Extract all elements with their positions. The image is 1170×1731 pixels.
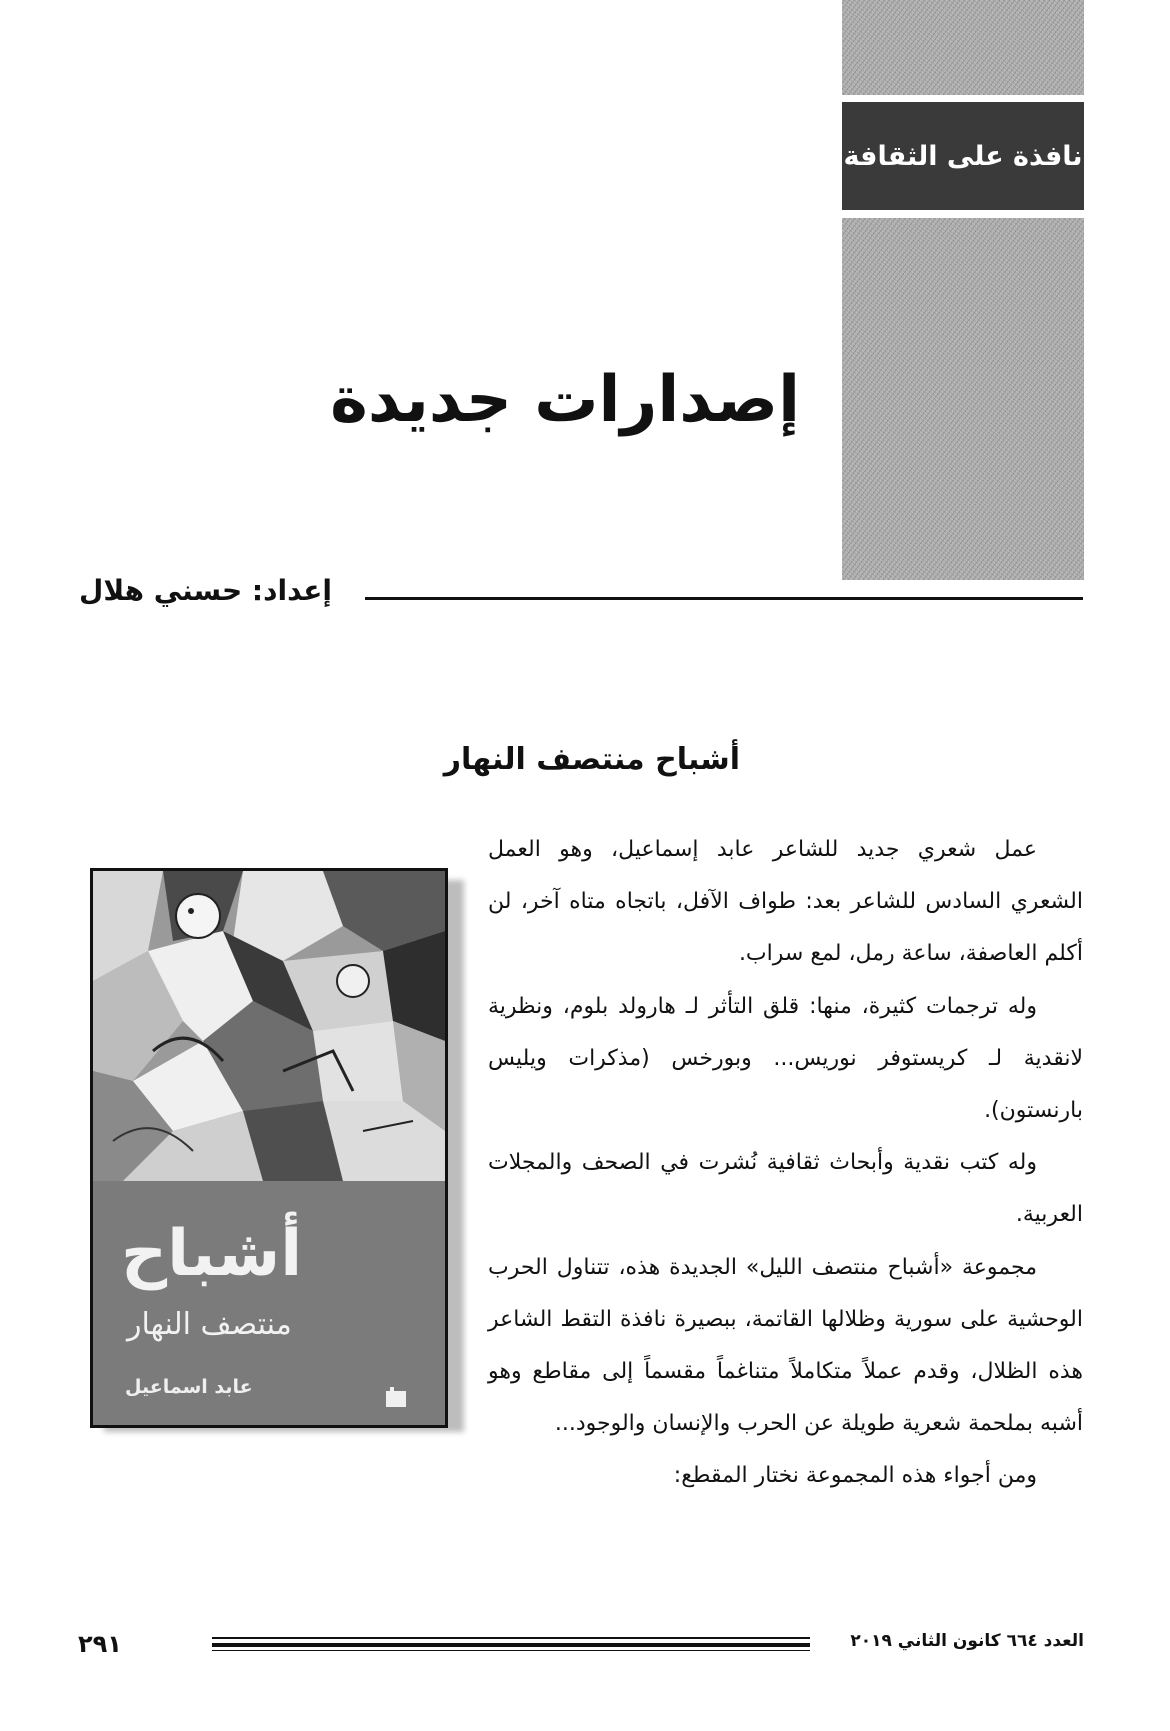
book-cover-image bbox=[90, 868, 448, 1428]
section-header-bar bbox=[842, 102, 1084, 210]
body-paragraph: وله ترجمات كثيرة، منها: قلق التأثر لـ هارولد بلوم، ونظرية لانقدية لـ كريستوفر نوريس... وبورخس (مذكرات ويليس بارنستون). bbox=[488, 993, 1083, 1124]
issue-info: العدد ٦٦٤ كانون الثاني ٢٠١٩ bbox=[850, 1631, 1084, 1651]
body-paragraph: مجموعة «أشباح منتصف الليل» الجديدة هذه، تتناول الحرب الوحشية على سورية وظلالها القاتمة، ببصيرة نافذة التقط الشاعر هذه الظلال، وقدم عملاً متكاملاً متناغماً مقسماً إلى مقاطع وهو أشبه بملحمة شعرية طويلة عن الحرب والإنسان والوجود... bbox=[488, 1254, 1083, 1437]
body-paragraph: ومن أجواء هذه المجموعة نختار المقطع: bbox=[673, 1463, 1037, 1489]
author-divider bbox=[365, 597, 1083, 600]
article-body bbox=[488, 824, 1083, 1503]
page-number: ٢٩١ bbox=[78, 1630, 122, 1658]
gray-texture-panel-bottom bbox=[842, 218, 1084, 580]
author-credit: إعداد: حسني هلال bbox=[79, 574, 332, 607]
publisher-logo-icon bbox=[383, 1385, 409, 1411]
article-title: أشباح منتصف النهار bbox=[443, 742, 740, 777]
cover-author: عابد اسماعيل bbox=[125, 1376, 253, 1398]
body-paragraph: وله كتب نقدية وأبحاث ثقافية نُشرت في الصحف والمجلات العربية. bbox=[488, 1150, 1083, 1228]
main-title: إصدارات جديدة bbox=[330, 363, 800, 437]
body-paragraph: عمل شعري جديد للشاعر عابد إسماعيل، وهو العمل الشعري السادس للشاعر بعد: طواف الآفل، باتجاه متاه آخر، لن أكلم العاصفة، ساعة رمل، لمع سراب. bbox=[488, 837, 1083, 967]
section-label: نافذة على الثقافة bbox=[843, 140, 1083, 172]
footer-rule bbox=[212, 1637, 810, 1639]
footer-rule bbox=[212, 1650, 810, 1651]
cover-title: أشباح bbox=[121, 1217, 303, 1291]
footer-rule bbox=[212, 1643, 810, 1647]
gray-texture-panel-top bbox=[842, 0, 1084, 95]
cover-subtitle: منتصف النهار bbox=[127, 1307, 292, 1342]
cover-artwork bbox=[93, 871, 445, 1181]
